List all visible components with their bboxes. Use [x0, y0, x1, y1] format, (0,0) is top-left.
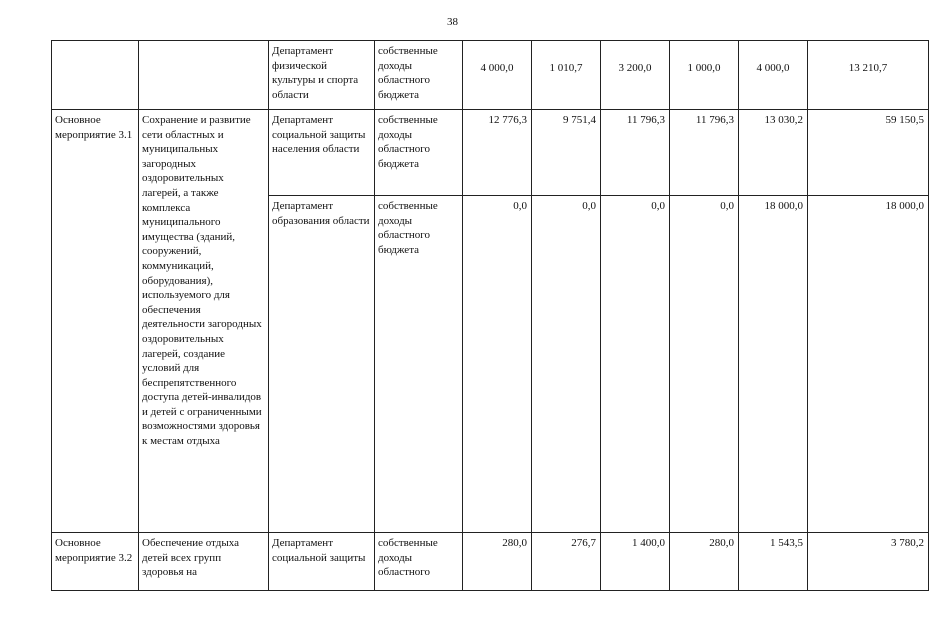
value-cell: 3 200,0	[601, 41, 670, 110]
name-cell: Сохранение и развитие сети областных и муниципальных загородных оздоровительных лагерей, а также комплекса муниципального имущества (зданий, сооружений, коммуникаций, оборудования), используемого для обеспечения деятельности загородных оздоровительных лагерей, создание условий для беспрепятственного доступа детей-инвалидов и детей с ограниченными возможностями здоровья к местам отдыха	[139, 110, 269, 533]
value-cell: 11 796,3	[601, 110, 670, 196]
value-cell: 18 000,0	[808, 196, 929, 533]
value-cell: 9 751,4	[532, 110, 601, 196]
value-cell: 4 000,0	[739, 41, 808, 110]
value-cell: 1 000,0	[670, 41, 739, 110]
value-cell: 12 776,3	[463, 110, 532, 196]
name-cell: Обеспечение отдыха детей всех групп здоровья на	[139, 533, 269, 591]
value-cell: 1 010,7	[532, 41, 601, 110]
name-cell	[139, 41, 269, 110]
measure-cell: Основное мероприятие 3.1	[52, 110, 139, 533]
value-cell: 0,0	[532, 196, 601, 533]
page-number: 38	[447, 16, 458, 28]
value-cell: 4 000,0	[463, 41, 532, 110]
executor-cell: Департамент образования области	[269, 196, 375, 533]
value-cell: 280,0	[463, 533, 532, 591]
value-cell: 0,0	[463, 196, 532, 533]
table-row	[52, 41, 929, 110]
budget-table	[51, 40, 929, 591]
value-cell: 13 030,2	[739, 110, 808, 196]
value-cell: 3 780,2	[808, 533, 929, 591]
table-row	[52, 533, 929, 591]
value-cell: 0,0	[601, 196, 670, 533]
value-cell: 276,7	[532, 533, 601, 591]
value-cell: 280,0	[670, 533, 739, 591]
measure-cell: Основное мероприятие 3.2	[52, 533, 139, 591]
value-cell: 1 543,5	[739, 533, 808, 591]
value-cell: 13 210,7	[808, 41, 929, 110]
executor-cell: Департамент социальной защиты населения области	[269, 110, 375, 196]
value-cell: 59 150,5	[808, 110, 929, 196]
value-cell: 18 000,0	[739, 196, 808, 533]
source-cell: собственные доходы областного бюджета	[375, 196, 463, 533]
value-cell: 11 796,3	[670, 110, 739, 196]
value-cell: 1 400,0	[601, 533, 670, 591]
value-cell: 0,0	[670, 196, 739, 533]
source-cell: собственные доходы областного	[375, 533, 463, 591]
source-cell: собственные доходы областного бюджета	[375, 110, 463, 196]
source-cell: собственные доходы областного бюджета	[375, 41, 463, 110]
executor-cell: Департамент физической культуры и спорта области	[269, 41, 375, 110]
executor-cell: Департамент социальной защиты	[269, 533, 375, 591]
measure-cell	[52, 41, 139, 110]
table-row	[52, 110, 929, 196]
